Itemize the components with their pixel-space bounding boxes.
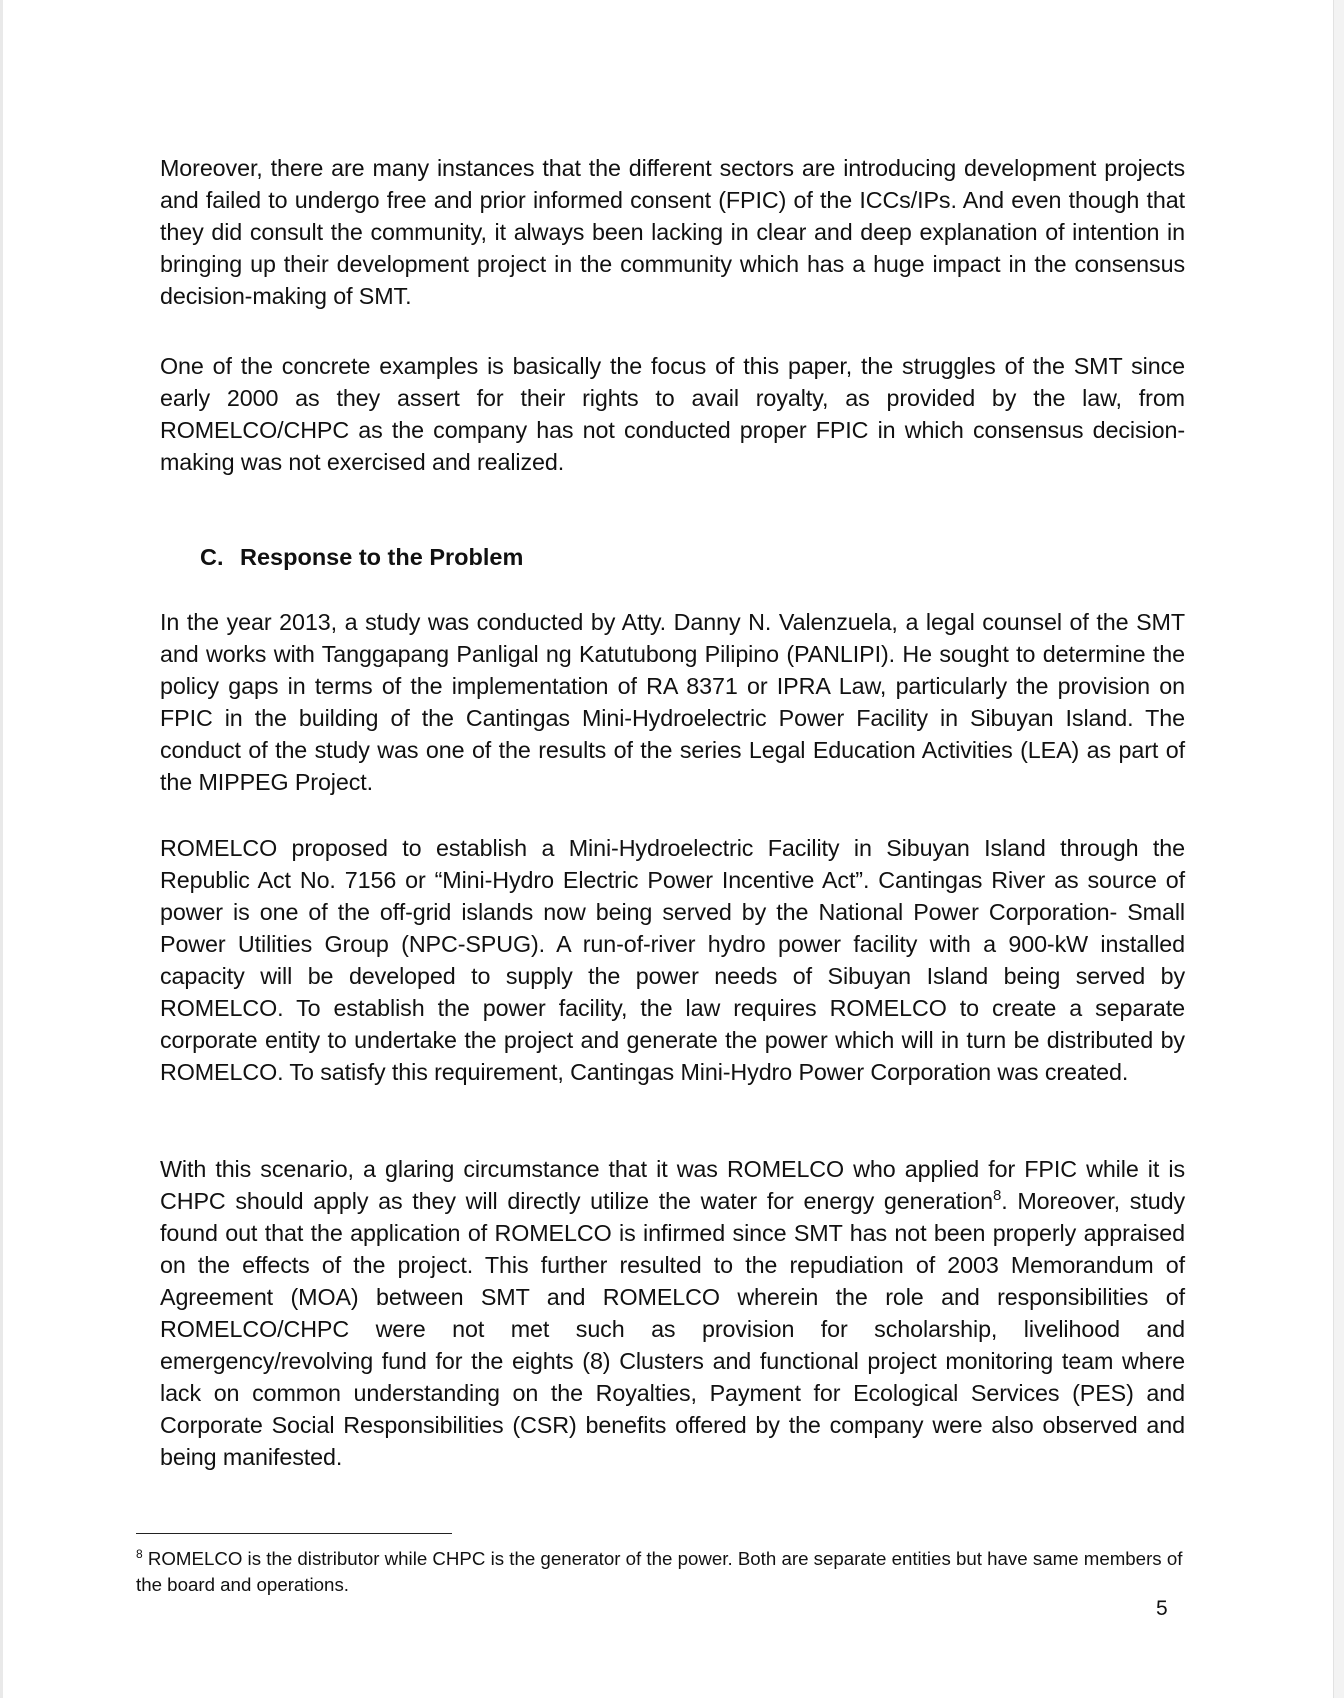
section-heading xyxy=(200,541,523,573)
footnote-separator xyxy=(136,1533,452,1534)
page-number: 5 xyxy=(1156,1597,1168,1620)
paragraph-romelco-proposal: ROMELCO proposed to establish a Mini-Hydroelectric Facility in Sibuyan Island through the Republic Act No. 7156 or “Mini-Hydro Electric Power Incentive Act”. Cantingas River as source of power is one of the off-grid islands now being served by the National Power Corporation- Small Power Utilities Group (NPC-SPUG). A run-of-river hydro power facility with a 900-kW installed capacity will be developed to supply the power needs of Sibuyan Island being served by ROMELCO. To establish the power facility, the law requires ROMELCO to create a separate corporate entity to undertake the project and generate the power which will in turn be distributed by ROMELCO. To satisfy this requirement, Cantingas Mini-Hydro Power Corporation was created. xyxy=(160,835,1185,1085)
section-heading-number: C. xyxy=(200,544,224,570)
paragraph-fpic-instances: Moreover, there are many instances that the different sectors are introducing development projects and failed to undergo free and prior informed consent (FPIC) of the ICCs/IPs. And even though that they did consult the community, it always been lacking in clear and deep explanation of intention in bringing up their development project in the community which has a huge impact in the consensus decision-making of SMT. xyxy=(160,155,1185,309)
paragraph-text-after-ref: . Moreover, study found out that the application of ROMELCO is infirmed since SMT has not been properly appraised on the effects of the project. This further resulted to the repudiation of 2003 Memorandum of Agreement (MOA) between SMT and ROMELCO wherein the role and responsibilities of ROMELCO/CHPC were not met such as provision for scholarship, livelihood and emergency/revolving fund for the eights (8) Clusters and functional project monitoring team where lack on common understanding on the Royalties, Payment for Ecological Services (PES) and Corporate Social Responsibilities (CSR) benefits offered by the company were also observed and being manifested. xyxy=(160,1188,1185,1470)
footnote xyxy=(136,1546,1196,1598)
paragraph-glaring-circumstance xyxy=(160,1153,1185,1473)
paragraph-text-before-ref: With this scenario, a glaring circumstance that it was ROMELCO who applied for FPIC while it is CHPC should apply as they will directly utilize the water for energy generation xyxy=(160,1156,1185,1214)
footnote-marker: 8 xyxy=(136,1546,143,1561)
paragraph-study-2013: In the year 2013, a study was conducted by Atty. Danny N. Valenzuela, a legal counsel of the SMT and works with Tanggapang Panligal ng Katutubong Pilipino (PANLIPI). He sought to determine the policy gaps in terms of the implementation of RA 8371 or IPRA Law, particularly the provision on FPIC in the building of the Cantingas Mini-Hydroelectric Power Facility in Sibuyan Island. The conduct of the study was one of the results of the series Legal Education Activities (LEA) as part of the MIPPEG Project. xyxy=(160,609,1185,795)
paragraph-concrete-example: One of the concrete examples is basically the focus of this paper, the struggles of the SMT since early 2000 as they assert for their rights to avail royalty, as provided by the law, from ROMELCO/CHPC as the company has not conducted proper FPIC in which consensus decision-making was not exercised and realized. xyxy=(160,353,1185,475)
footnote-reference: 8 xyxy=(992,1187,1002,1205)
footnote-text: ROMELCO is the distributor while CHPC is the generator of the power. Both are separate entities but have same members of the board and operations. xyxy=(136,1548,1183,1595)
page-edge-left xyxy=(0,0,3,1698)
section-heading-title: Response to the Problem xyxy=(240,544,524,570)
page-edge-right xyxy=(1333,0,1344,1698)
